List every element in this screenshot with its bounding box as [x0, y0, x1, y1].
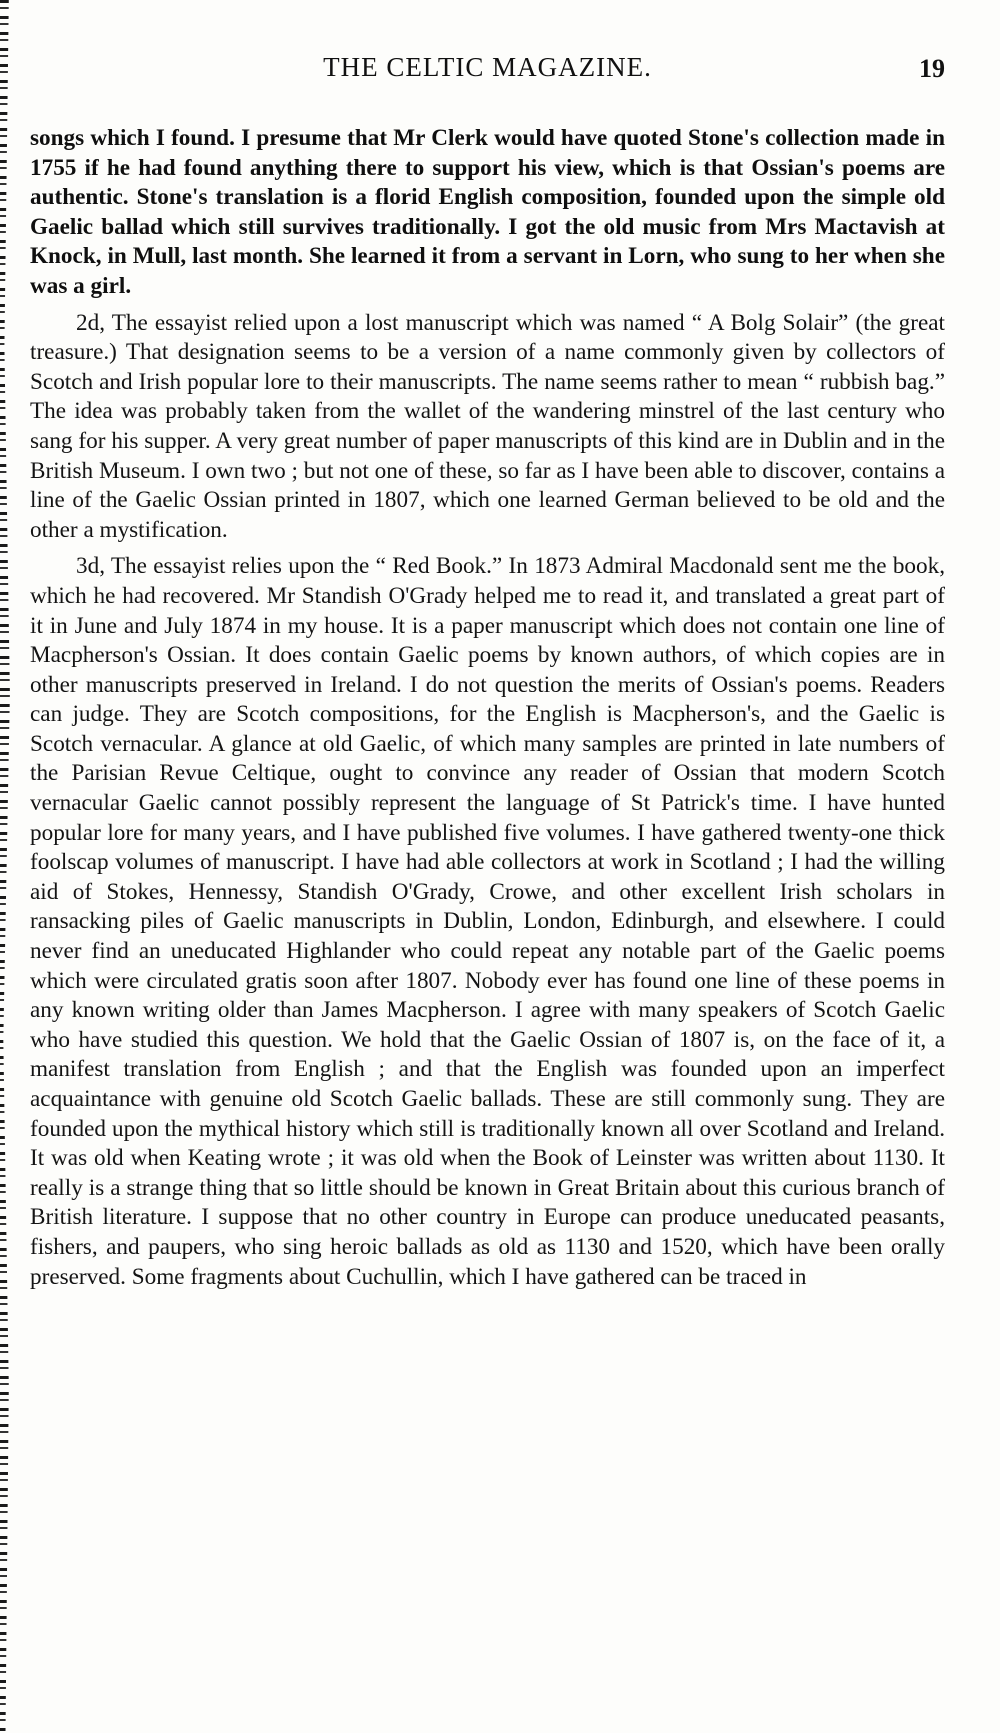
page-number: 19 [919, 54, 945, 83]
body-text [30, 124, 945, 1292]
paragraph-2: 2d, The essayist relied upon a lost manuscript which was named “ A Bolg Solair” (the great treasure.) That designation seems to be a version of a name commonly given by collectors of Scotch and Irish popular lore to their manuscripts. The name seems rather to mean “ rubbish bag.” The idea was probably taken from the wallet of the wandering minstrel of the last century who sang for his supper. A very great number of paper manuscripts of this kind are in Dublin and in the British Museum. I own two ; but not one of these, so far as I have been able to discover, contains a line of the Gaelic Ossian printed in 1807, which one learned German believed to be old and the other a mystification. [30, 309, 945, 543]
paragraph-1: songs which I found. I presume that Mr Clerk would have quoted Stone's collection made in 1755 if he had found anything there to support his view, which is that Ossian's poems are authentic. Stone's translation is a florid English composition, founded upon the simple old Gaelic ballad which still survives traditionally. I got the old music from Mrs Mactavish at Knock, in Mull, last month. She learned it from a servant in Lorn, who sung to her when she was a girl. [30, 125, 945, 299]
paragraph-3: 3d, The essayist relies upon the “ Red Book.” In 1873 Admiral Macdonald sent me the book, which he had recovered. Mr Standish O'Grady helped me to read it, and translated a great part of it in June and July 1874 in my house. It is a paper manuscript which does not contain one line of Macpherson's Ossian. It does contain Gaelic poems by known authors, of which copies are in other manuscripts preserved in Ireland. I do not question the merits of Ossian's poems. Readers can judge. They are Scotch compositions, for the English is Macpherson's, and the Gaelic is Scotch vernacular. A glance at old Gaelic, of which many samples are printed in late numbers of the Parisian Revue Celtique, ought to convince any reader of Ossian that modern Scotch vernacular Gaelic cannot possibly represent the language of St Patrick's time. I have hunted popular lore for many years, and I have published five volumes. I have gathered twenty-one thick foolscap volumes of manuscript. I have had able collectors at work in Scotland ; I had the willing aid of Stokes, Hennessy, Standish O'Grady, Crowe, and other excellent Irish scholars in ransacking piles of Gaelic manuscripts in Dublin, London, Edinburgh, and elsewhere. I could never find an uneducated Highlander who could repeat any notable part of the Gaelic poems which were circulated gratis soon after 1807. Nobody ever has found one line of these poems in any known writing older than James Macpherson. I agree with many speakers of Scotch Gaelic who have studied this question. We hold that the Gaelic Ossian of 1807 is, on the face of it, a manifest translation from English ; and that the English was founded upon an imperfect acquaintance with genuine old Scotch Gaelic ballads. These are still commonly sung. They are founded upon the mythical history which still is traditionally known all over Scotland and Ireland. It was old when Keating wrote ; it was old when the Book of Leinster was written about 1130. It really is a strange thing that so little should be known in Great Britain about this curious branch of British literature. I suppose that no other country in Europe can produce uneducated peasants, fishers, and paupers, who sing heroic ballads as old as 1130 and 1520, which have been orally preserved. Some fragments about Cuchullin, which I have gathered can be traced in [30, 553, 945, 1290]
page-spine-edge [0, 0, 22, 1733]
running-header [30, 52, 945, 92]
running-title: THE CELTIC MAGAZINE. [323, 52, 652, 82]
